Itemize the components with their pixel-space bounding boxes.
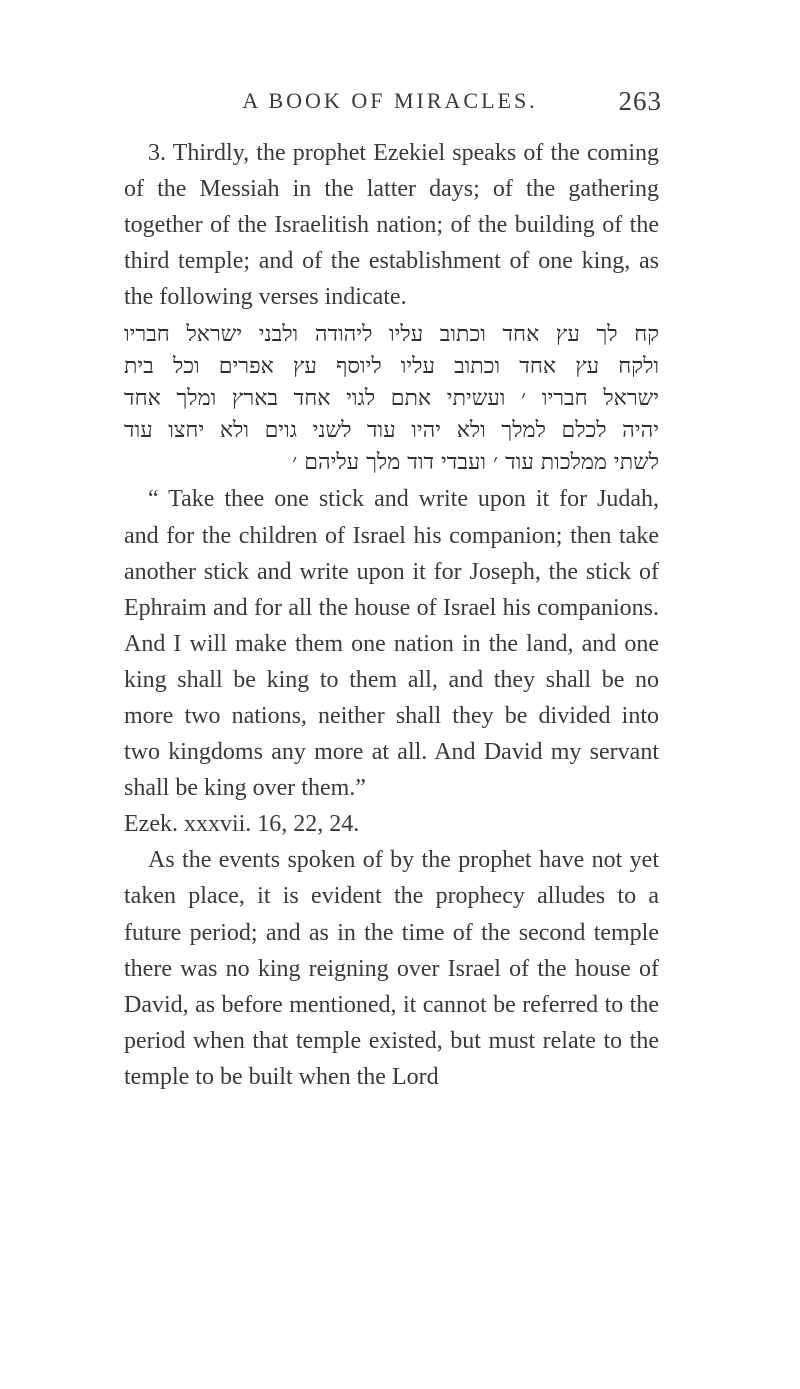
- running-head: [120, 88, 660, 128]
- page-number: 263: [618, 86, 662, 116]
- hebrew-line: ולקח עץ אחד וכתוב עליו ליוסף עץ אפרים וכל בית: [124, 354, 659, 380]
- paragraph-thirdly: 3. Thirdly, the prophet Ezekiel speaks of the coming of the Messiah in the latter days; of the gathering together of the Israelitish nation; of the building of the third temple; and of the establishment of one king, as the following verses indicate.: [124, 140, 659, 311]
- english-quotation: “ Take thee one stick and write upon it for Judah, and for the children of Israel his companion; then take another stick and write upon it for Joseph, the stick of Ephraim and for all the house of Israel his companions. And I will make them one nation in the land, and one king shall be king to them all, and they shall be no more two nations, neither shall they be divided into two kingdoms any more at all. And David my servant shall be king over them.”: [124, 486, 659, 802]
- hebrew-line: ישראל חבריו ׳ ועשיתי אתם לגוי אחד בארץ ומלך אחד: [124, 386, 659, 412]
- hebrew-line: לשתי ממלכות עוד ׳ ועבדי דוד מלך עליהם ׳: [292, 449, 659, 475]
- hebrew-quotation: [124, 319, 659, 478]
- scripture-reference: Ezek. xxxvii. 16, 22, 24.: [124, 811, 360, 838]
- paragraph-events: As the events spoken of by the prophet have not yet taken place, it is evident the prophecy alludes to a future period; and as in the time of the second temple there was no king reigning over Israel of the house of David, as before mentioned, it cannot be referred to the period when that temple existed, but must relate to the temple to be built when the Lord: [124, 847, 659, 1090]
- hebrew-line: יהיה לכלם למלך ולא יהיו עוד לשני גוים ולא יחצו עוד: [124, 417, 659, 443]
- body-text: [124, 135, 659, 1095]
- hebrew-line: קח לך עץ אחד וכתוב עליו ליהודה ולבני ישראל חבריו: [124, 322, 659, 348]
- running-title: A BOOK OF MIRACLES.: [242, 88, 538, 113]
